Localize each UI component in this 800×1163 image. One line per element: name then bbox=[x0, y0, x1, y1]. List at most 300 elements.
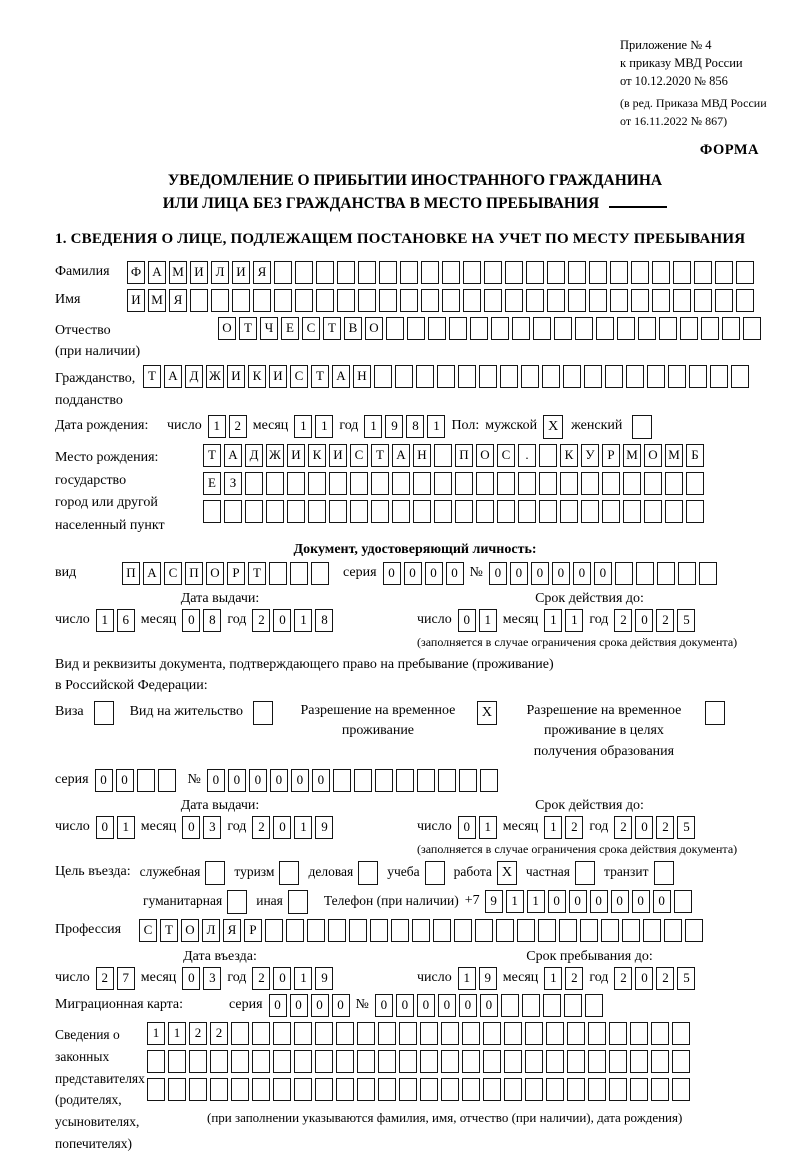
representatives-boxes-row1 bbox=[147, 1022, 690, 1045]
birth-place-boxes-row3 bbox=[203, 500, 704, 523]
char-cell bbox=[643, 919, 661, 942]
identity-doc-heading: Документ, удостоверяющий личность: bbox=[293, 541, 537, 557]
char-cell bbox=[609, 1050, 627, 1073]
char-cell: С bbox=[290, 365, 308, 388]
char-cell: Т bbox=[371, 444, 389, 467]
char-cell: О bbox=[476, 444, 494, 467]
char-cell bbox=[638, 317, 656, 340]
char-cell: 0 bbox=[552, 562, 570, 585]
char-cell bbox=[664, 919, 682, 942]
migration-card-row bbox=[55, 994, 775, 1017]
char-cell: 0 bbox=[291, 769, 309, 792]
expiry-year-boxes bbox=[614, 609, 695, 632]
char-cell: М bbox=[169, 261, 187, 284]
char-cell: И bbox=[329, 444, 347, 467]
char-cell bbox=[311, 562, 329, 585]
char-cell: П bbox=[122, 562, 140, 585]
char-cell bbox=[501, 994, 519, 1017]
char-cell bbox=[400, 261, 418, 284]
char-cell bbox=[378, 1078, 396, 1101]
char-cell bbox=[287, 500, 305, 523]
char-cell bbox=[665, 500, 683, 523]
temp-residence-education-checkbox bbox=[705, 701, 725, 725]
char-cell bbox=[158, 769, 176, 792]
char-cell: 9 bbox=[315, 967, 333, 990]
char-cell: А bbox=[148, 261, 166, 284]
char-cell: 1 bbox=[479, 816, 497, 839]
char-cell bbox=[379, 261, 397, 284]
char-cell bbox=[273, 1078, 291, 1101]
char-cell bbox=[315, 1050, 333, 1073]
char-cell bbox=[455, 500, 473, 523]
char-cell: М bbox=[148, 289, 166, 312]
char-cell bbox=[475, 919, 493, 942]
char-cell bbox=[546, 1022, 564, 1045]
residence-doc-intro1: Вид и реквизиты документа, подтверждающего право на пребывание (проживание) bbox=[55, 656, 554, 672]
migration-number-boxes bbox=[375, 994, 603, 1017]
char-cell: О bbox=[181, 919, 199, 942]
char-cell: 0 bbox=[446, 562, 464, 585]
char-cell bbox=[434, 472, 452, 495]
char-cell: Р bbox=[244, 919, 262, 942]
option-temp-residence: Разрешение на временное проживание X bbox=[289, 701, 497, 742]
char-cell: 1 bbox=[294, 609, 312, 632]
residence-expiry-day-boxes bbox=[458, 816, 497, 839]
option-temp-residence-education: Разрешение на временное проживание в целях получения образования bbox=[513, 701, 725, 762]
char-cell bbox=[736, 289, 754, 312]
char-cell: 0 bbox=[632, 890, 650, 913]
char-cell bbox=[428, 317, 446, 340]
char-cell bbox=[533, 317, 551, 340]
char-cell bbox=[316, 289, 334, 312]
char-cell: 3 bbox=[203, 816, 221, 839]
char-cell bbox=[623, 472, 641, 495]
char-cell: 0 bbox=[332, 994, 350, 1017]
char-cell: 9 bbox=[385, 415, 403, 438]
stay-until-header: Срок пребывания до: bbox=[526, 948, 653, 964]
doc-type-boxes bbox=[122, 562, 329, 585]
char-cell: 1 bbox=[294, 415, 312, 438]
purpose-other: иная bbox=[256, 890, 308, 914]
char-cell bbox=[584, 365, 602, 388]
year-label: год bbox=[339, 418, 359, 434]
char-cell bbox=[308, 472, 326, 495]
char-cell: 1 bbox=[458, 967, 476, 990]
char-cell: К bbox=[248, 365, 266, 388]
visit-purpose-row2 bbox=[55, 890, 775, 914]
char-cell: Л bbox=[211, 261, 229, 284]
char-cell bbox=[413, 472, 431, 495]
edition-line: (в ред. Приказа МВД России bbox=[620, 96, 767, 111]
char-cell bbox=[554, 317, 572, 340]
char-cell: 0 bbox=[182, 816, 200, 839]
char-cell: 0 bbox=[594, 562, 612, 585]
day-label: число bbox=[55, 611, 90, 627]
entry-month-boxes bbox=[182, 967, 221, 990]
stay-day-boxes bbox=[458, 967, 497, 990]
char-cell bbox=[651, 1050, 669, 1073]
char-cell bbox=[672, 1050, 690, 1073]
char-cell bbox=[525, 1050, 543, 1073]
char-cell bbox=[652, 289, 670, 312]
char-cell bbox=[673, 261, 691, 284]
char-cell: 1 bbox=[294, 967, 312, 990]
char-cell: . bbox=[518, 444, 536, 467]
char-cell bbox=[137, 769, 155, 792]
business-checkbox bbox=[358, 861, 378, 885]
char-cell bbox=[210, 1050, 228, 1073]
char-cell: 1 bbox=[208, 415, 226, 438]
residence-series-boxes bbox=[95, 769, 176, 792]
char-cell bbox=[546, 1078, 564, 1101]
expiry-month-boxes bbox=[544, 609, 583, 632]
char-cell bbox=[307, 919, 325, 942]
char-cell bbox=[286, 919, 304, 942]
char-cell: 1 bbox=[427, 415, 445, 438]
char-cell bbox=[504, 1050, 522, 1073]
char-cell bbox=[685, 919, 703, 942]
char-cell bbox=[442, 261, 460, 284]
char-cell: 0 bbox=[425, 562, 443, 585]
char-cell bbox=[420, 1050, 438, 1073]
char-cell: М bbox=[623, 444, 641, 467]
month-label: месяц bbox=[502, 611, 539, 627]
char-cell: 2 bbox=[189, 1022, 207, 1045]
char-cell bbox=[265, 919, 283, 942]
phone-boxes bbox=[485, 890, 692, 913]
form-title-line2: ИЛИ ЛИЦА БЕЗ ГРАЖДАНСТВА В МЕСТО ПРЕБЫВАНИЯ bbox=[162, 195, 600, 213]
migration-series-boxes bbox=[269, 994, 350, 1017]
char-cell: Ф bbox=[127, 261, 145, 284]
char-cell: И bbox=[232, 261, 250, 284]
visit-purpose-row1 bbox=[55, 861, 775, 885]
char-cell: 2 bbox=[229, 415, 247, 438]
annex-line: от 10.12.2020 № 856 bbox=[620, 74, 728, 89]
char-cell bbox=[610, 289, 628, 312]
char-cell: 0 bbox=[396, 994, 414, 1017]
char-cell bbox=[563, 365, 581, 388]
char-cell bbox=[699, 562, 717, 585]
char-cell bbox=[463, 289, 481, 312]
month-label: месяц bbox=[502, 969, 539, 985]
residence-issue-day-boxes bbox=[96, 816, 135, 839]
char-cell bbox=[266, 472, 284, 495]
char-cell bbox=[417, 769, 435, 792]
option-residence-permit: Вид на жительство bbox=[130, 701, 273, 725]
char-cell: 0 bbox=[404, 562, 422, 585]
stay-month-boxes bbox=[544, 967, 583, 990]
char-cell: Т bbox=[323, 317, 341, 340]
month-label: месяц bbox=[140, 611, 177, 627]
char-cell bbox=[420, 1078, 438, 1101]
year-label: год bbox=[589, 818, 609, 834]
char-cell: 8 bbox=[203, 609, 221, 632]
patronymic-row bbox=[55, 317, 775, 363]
char-cell bbox=[412, 919, 430, 942]
char-cell: 0 bbox=[228, 769, 246, 792]
char-cell bbox=[644, 472, 662, 495]
char-cell bbox=[463, 261, 481, 284]
char-cell bbox=[438, 769, 456, 792]
char-cell bbox=[336, 1078, 354, 1101]
year-label: год bbox=[227, 611, 247, 627]
char-cell bbox=[295, 261, 313, 284]
char-cell: 1 bbox=[506, 890, 524, 913]
char-cell: 0 bbox=[269, 994, 287, 1017]
char-cell bbox=[694, 261, 712, 284]
char-cell bbox=[442, 289, 460, 312]
char-cell: А bbox=[224, 444, 242, 467]
char-cell: С bbox=[164, 562, 182, 585]
char-cell bbox=[539, 444, 557, 467]
char-cell: С bbox=[497, 444, 515, 467]
month-label: месяц bbox=[252, 418, 289, 434]
char-cell bbox=[337, 261, 355, 284]
entry-date-header: Дата въезда: bbox=[183, 948, 257, 964]
char-cell: 0 bbox=[635, 967, 653, 990]
char-cell bbox=[588, 1078, 606, 1101]
tourism-checkbox bbox=[279, 861, 299, 885]
char-cell bbox=[496, 919, 514, 942]
char-cell: 0 bbox=[569, 890, 587, 913]
sex-male-label: мужской bbox=[485, 418, 538, 434]
day-label: число bbox=[417, 818, 452, 834]
char-cell: А bbox=[332, 365, 350, 388]
char-cell: И bbox=[269, 365, 287, 388]
char-cell bbox=[689, 365, 707, 388]
char-cell bbox=[636, 562, 654, 585]
char-cell bbox=[253, 289, 271, 312]
stay-year-boxes bbox=[614, 967, 695, 990]
char-cell bbox=[560, 472, 578, 495]
char-cell bbox=[357, 1078, 375, 1101]
char-cell bbox=[652, 261, 670, 284]
transit-checkbox bbox=[654, 861, 674, 885]
char-cell bbox=[500, 365, 518, 388]
char-cell bbox=[659, 317, 677, 340]
expiry-day-boxes bbox=[458, 609, 497, 632]
char-cell: И bbox=[287, 444, 305, 467]
char-cell bbox=[274, 289, 292, 312]
residence-issue-month-boxes bbox=[182, 816, 221, 839]
char-cell bbox=[518, 472, 536, 495]
char-cell bbox=[504, 1022, 522, 1045]
char-cell bbox=[245, 500, 263, 523]
char-cell bbox=[631, 289, 649, 312]
char-cell bbox=[483, 1022, 501, 1045]
char-cell: И bbox=[127, 289, 145, 312]
char-cell: 1 bbox=[527, 890, 545, 913]
char-cell: 0 bbox=[489, 562, 507, 585]
char-cell: 1 bbox=[364, 415, 382, 438]
char-cell bbox=[371, 472, 389, 495]
char-cell bbox=[564, 994, 582, 1017]
char-cell bbox=[568, 261, 586, 284]
char-cell: 7 bbox=[117, 967, 135, 990]
char-cell: 0 bbox=[182, 967, 200, 990]
phone-label: Телефон (при наличии) bbox=[323, 892, 459, 908]
char-cell: Л bbox=[202, 919, 220, 942]
char-cell bbox=[567, 1022, 585, 1045]
char-cell: 1 bbox=[479, 609, 497, 632]
birth-place-label: Место рождения: государство город или другой населенный пункт bbox=[55, 450, 165, 533]
issue-date-header: Дата выдачи: bbox=[180, 797, 260, 813]
issue-month-boxes bbox=[182, 609, 221, 632]
annex-line: к приказу МВД России bbox=[620, 56, 743, 71]
char-cell: 2 bbox=[614, 967, 632, 990]
purpose-humanitarian: гуманитарная bbox=[143, 890, 247, 914]
birth-place-boxes-row2 bbox=[203, 472, 704, 495]
char-cell bbox=[470, 317, 488, 340]
char-cell bbox=[328, 919, 346, 942]
surname-boxes bbox=[127, 261, 754, 284]
char-cell: М bbox=[665, 444, 683, 467]
char-cell bbox=[147, 1050, 165, 1073]
temp-residence-checkbox: X bbox=[477, 701, 497, 725]
char-cell: Д bbox=[245, 444, 263, 467]
char-cell bbox=[547, 289, 565, 312]
issue-date-header: Дата выдачи: bbox=[180, 590, 260, 606]
char-cell bbox=[392, 472, 410, 495]
char-cell bbox=[588, 1022, 606, 1045]
char-cell: 1 bbox=[96, 609, 114, 632]
char-cell: 0 bbox=[182, 609, 200, 632]
char-cell bbox=[512, 317, 530, 340]
annex-line: Приложение № 4 bbox=[620, 38, 712, 52]
char-cell bbox=[672, 1078, 690, 1101]
entry-year-boxes bbox=[252, 967, 333, 990]
migration-card-label: Миграционная карта: bbox=[55, 996, 184, 1012]
surname-row bbox=[55, 261, 775, 284]
char-cell bbox=[601, 919, 619, 942]
char-cell bbox=[560, 500, 578, 523]
char-cell bbox=[605, 365, 623, 388]
char-cell bbox=[525, 1022, 543, 1045]
char-cell: 0 bbox=[653, 890, 671, 913]
char-cell bbox=[378, 1022, 396, 1045]
char-cell bbox=[147, 1078, 165, 1101]
char-cell bbox=[375, 769, 393, 792]
char-cell: 0 bbox=[531, 562, 549, 585]
study-checkbox bbox=[425, 861, 445, 885]
char-cell bbox=[294, 1022, 312, 1045]
char-cell: 0 bbox=[480, 994, 498, 1017]
char-cell: Ч bbox=[260, 317, 278, 340]
char-cell bbox=[245, 472, 263, 495]
citizenship-row bbox=[55, 365, 775, 411]
char-cell bbox=[602, 500, 620, 523]
char-cell: 0 bbox=[590, 890, 608, 913]
char-cell bbox=[644, 500, 662, 523]
char-cell: И bbox=[227, 365, 245, 388]
char-cell: З bbox=[224, 472, 242, 495]
char-cell: 0 bbox=[383, 562, 401, 585]
char-cell bbox=[651, 1022, 669, 1045]
char-cell: 2 bbox=[252, 967, 270, 990]
char-cell bbox=[391, 919, 409, 942]
representatives-boxes-row3 bbox=[147, 1078, 690, 1101]
char-cell bbox=[399, 1078, 417, 1101]
char-cell bbox=[379, 289, 397, 312]
series-label: серия bbox=[55, 771, 89, 787]
char-cell: И bbox=[190, 261, 208, 284]
char-cell: 0 bbox=[273, 816, 291, 839]
char-cell bbox=[374, 365, 392, 388]
char-cell bbox=[329, 500, 347, 523]
day-label: число bbox=[55, 969, 90, 985]
char-cell bbox=[269, 562, 287, 585]
char-cell: 5 bbox=[677, 967, 695, 990]
representatives-block bbox=[55, 1022, 775, 1155]
birth-date-row bbox=[55, 415, 775, 439]
char-cell: С bbox=[139, 919, 157, 942]
char-cell bbox=[290, 562, 308, 585]
char-cell: П bbox=[185, 562, 203, 585]
char-cell bbox=[581, 500, 599, 523]
char-cell bbox=[476, 500, 494, 523]
humanitarian-checkbox bbox=[227, 890, 247, 914]
private-checkbox bbox=[575, 861, 595, 885]
char-cell bbox=[224, 500, 242, 523]
char-cell bbox=[517, 919, 535, 942]
expiry-date-header: Срок действия до: bbox=[535, 590, 644, 606]
day-label: число bbox=[55, 818, 90, 834]
sex-female-label: женский bbox=[571, 418, 623, 434]
char-cell: 9 bbox=[479, 967, 497, 990]
form-title-line1: УВЕДОМЛЕНИЕ О ПРИБЫТИИ ИНОСТРАННОГО ГРАЖДАНИНА bbox=[167, 172, 663, 190]
char-cell: 6 bbox=[117, 609, 135, 632]
char-cell bbox=[585, 994, 603, 1017]
identity-doc-type-row bbox=[55, 562, 775, 585]
representatives-label: Сведения о законных представителях (родителях, усыновителях, попечителях) bbox=[55, 1026, 145, 1152]
char-cell bbox=[543, 994, 561, 1017]
purpose-private: частная bbox=[526, 861, 595, 885]
char-cell bbox=[568, 289, 586, 312]
year-label: год bbox=[589, 611, 609, 627]
profession-boxes bbox=[139, 919, 703, 942]
month-label: месяц bbox=[140, 818, 177, 834]
char-cell bbox=[680, 317, 698, 340]
doc-series-boxes bbox=[383, 562, 464, 585]
char-cell: 1 bbox=[147, 1022, 165, 1045]
char-cell bbox=[413, 500, 431, 523]
char-cell: А bbox=[392, 444, 410, 467]
char-cell bbox=[252, 1078, 270, 1101]
char-cell bbox=[407, 317, 425, 340]
char-cell bbox=[333, 769, 351, 792]
residence-doc-series-row bbox=[55, 769, 775, 792]
char-cell: 2 bbox=[614, 816, 632, 839]
char-cell bbox=[596, 317, 614, 340]
representatives-boxes-row2 bbox=[147, 1050, 690, 1073]
char-cell: 9 bbox=[315, 816, 333, 839]
char-cell: 0 bbox=[273, 609, 291, 632]
char-cell: П bbox=[455, 444, 473, 467]
char-cell: Р bbox=[227, 562, 245, 585]
char-cell: 1 bbox=[168, 1022, 186, 1045]
char-cell bbox=[483, 1078, 501, 1101]
char-cell bbox=[521, 365, 539, 388]
number-label: № bbox=[355, 996, 369, 1012]
char-cell bbox=[581, 472, 599, 495]
char-cell bbox=[484, 289, 502, 312]
char-cell bbox=[589, 289, 607, 312]
char-cell bbox=[715, 261, 733, 284]
profession-label: Профессия bbox=[55, 921, 122, 937]
char-cell bbox=[458, 365, 476, 388]
char-cell bbox=[421, 261, 439, 284]
char-cell: О bbox=[206, 562, 224, 585]
